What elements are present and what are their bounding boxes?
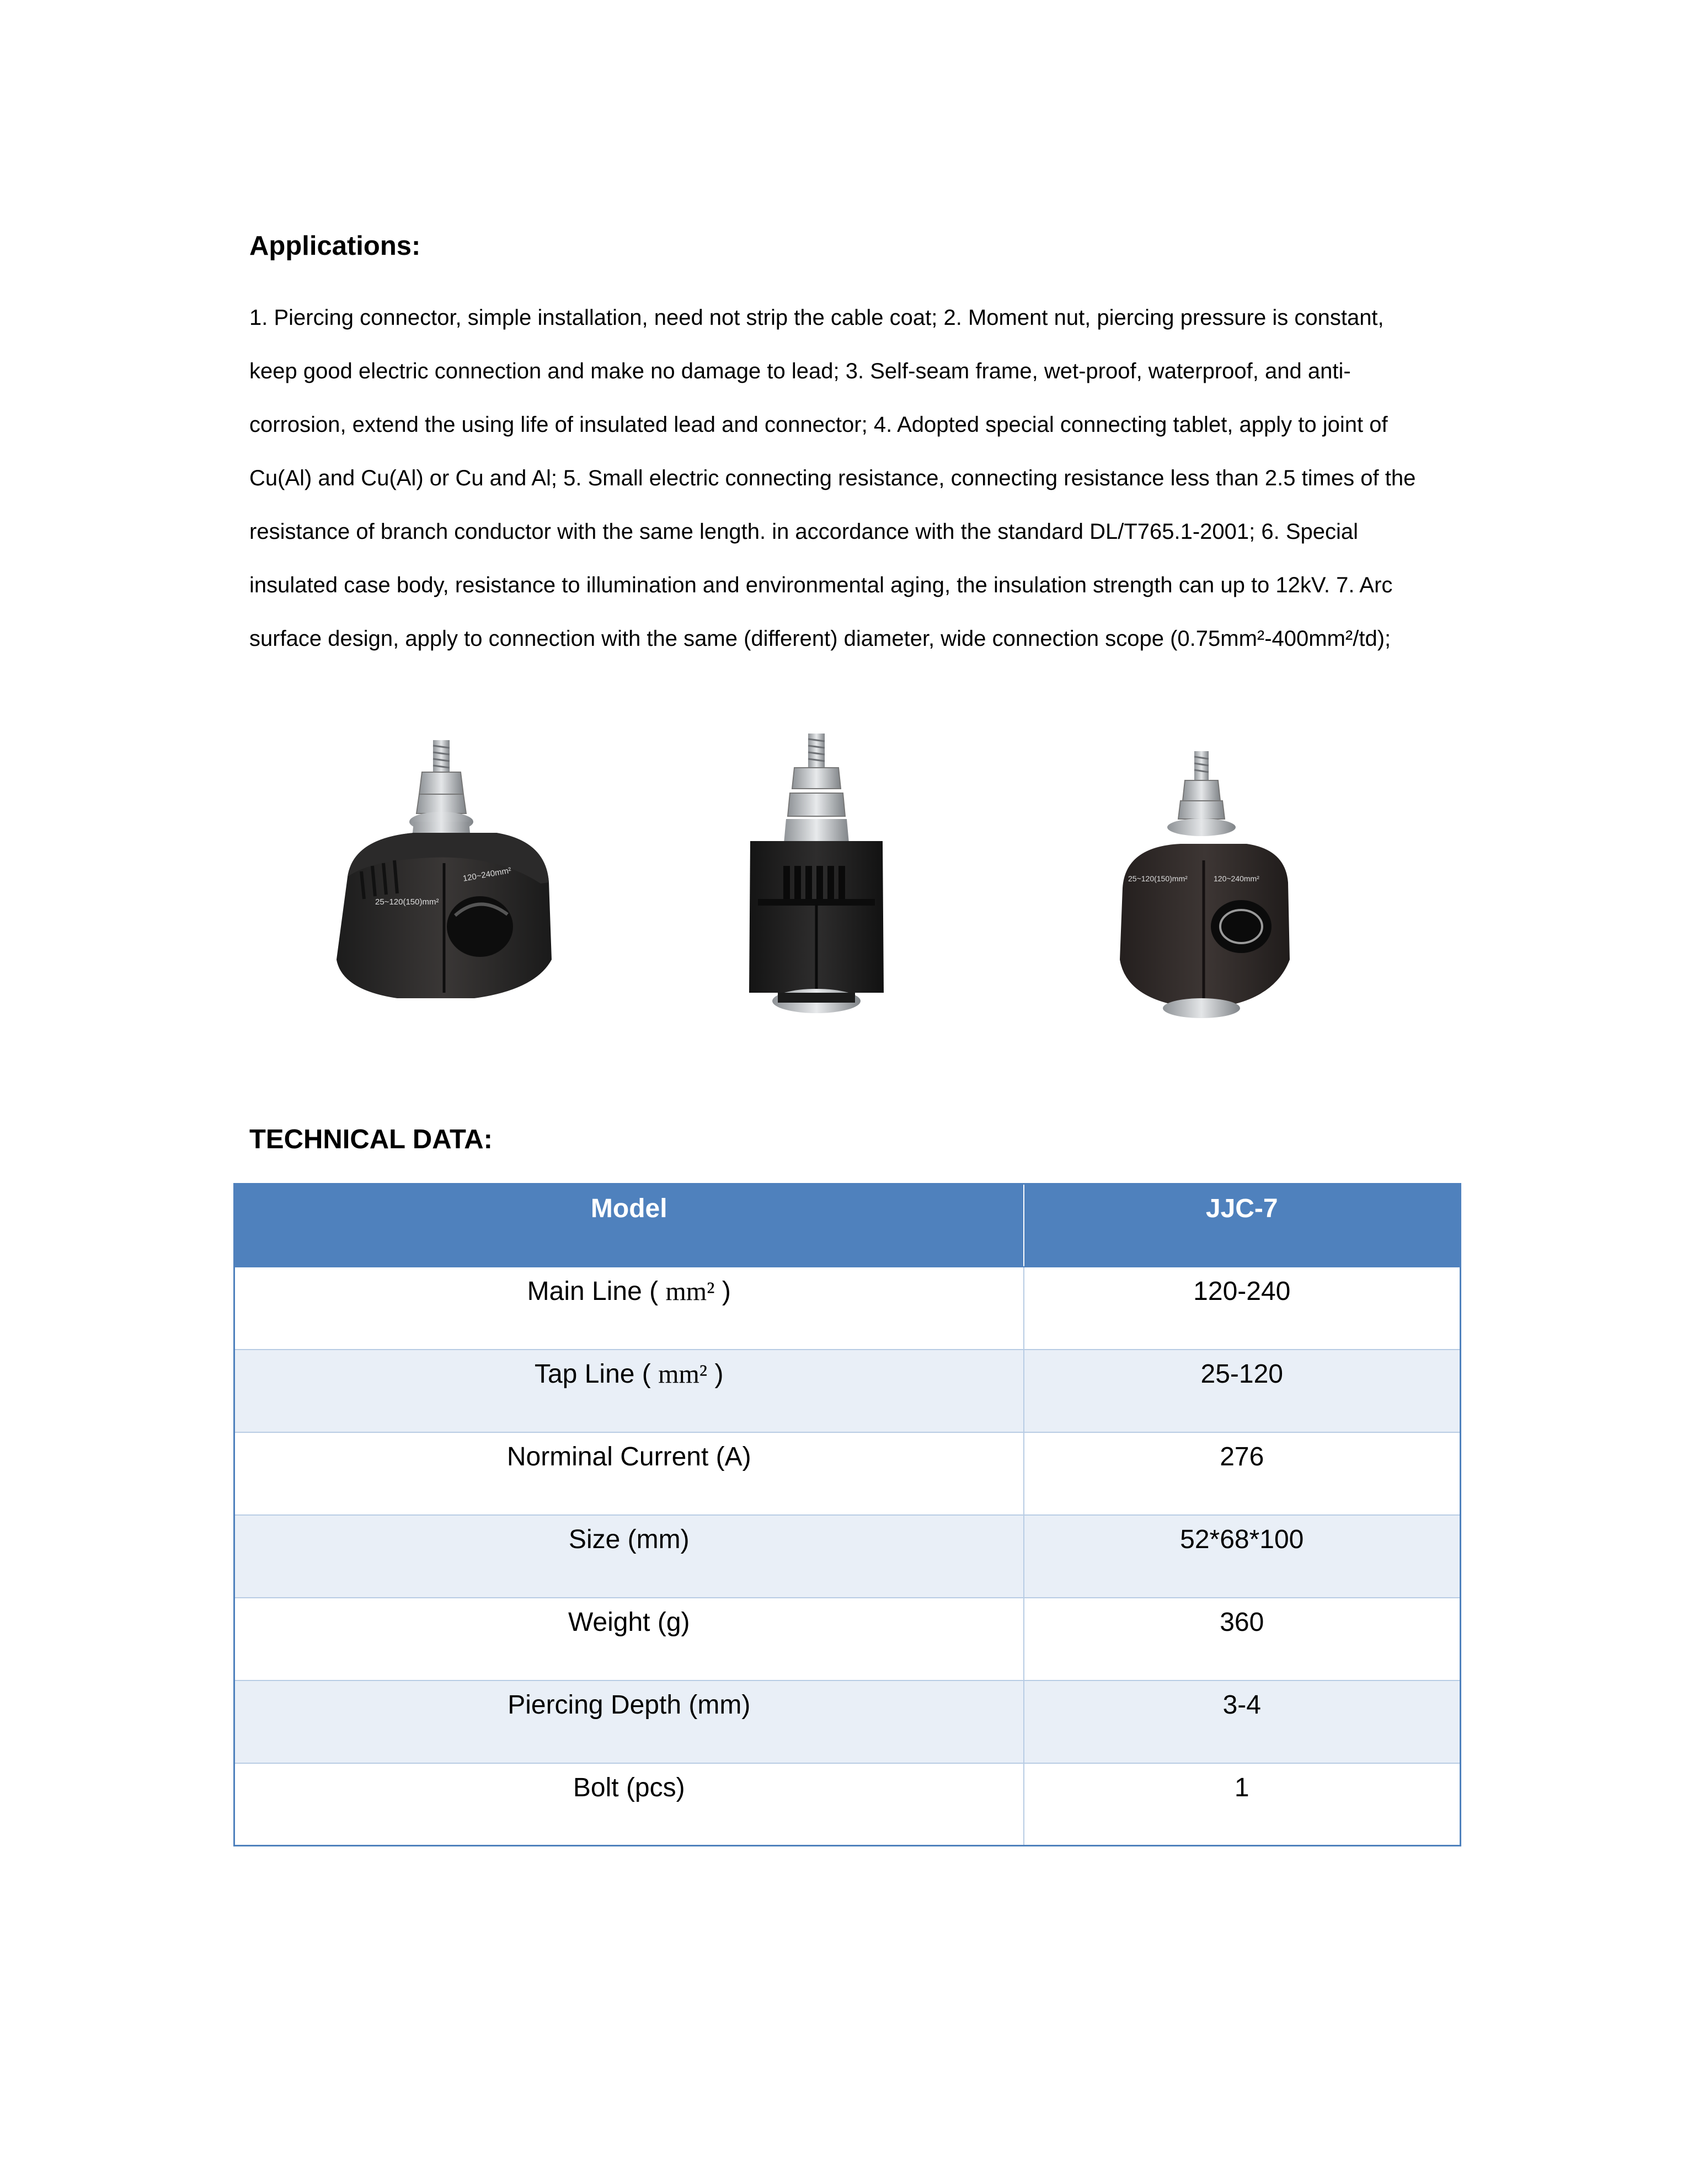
table-row: [234, 1267, 1461, 1350]
param-cell: Size (mm): [234, 1515, 1024, 1598]
value-cell: 3-4: [1024, 1680, 1461, 1763]
main-range-label: 120~240mm²: [462, 865, 512, 884]
value-cell: 25-120: [1024, 1350, 1461, 1432]
param-suffix: ): [714, 1276, 731, 1306]
param-label: Tap Line (: [534, 1359, 659, 1389]
header-model: Model: [234, 1184, 1024, 1267]
param-cell: Norminal Current (A): [234, 1432, 1024, 1515]
applications-line: insulated case body, resistance to illumination and environmental aging, the insulation strength can up to 12kV. 7. Arc: [249, 573, 1393, 597]
technical-data-heading: TECHNICAL DATA:: [249, 1125, 493, 1154]
table-header-row: [234, 1184, 1461, 1267]
applications-text: [249, 291, 1435, 666]
technical-data-table: [233, 1183, 1461, 1846]
table-row: [234, 1515, 1461, 1598]
table-row: [234, 1763, 1461, 1846]
tap-range-label: 25~120(150)mm²: [1128, 874, 1188, 883]
applications-line: resistance of branch conductor with the same length. in accordance with the standard DL/T765.1-2001; 6. Special: [249, 520, 1359, 544]
value-cell: 52*68*100: [1024, 1515, 1461, 1598]
value-cell: 360: [1024, 1598, 1461, 1680]
table-row: [234, 1350, 1461, 1432]
param-cell: [234, 1350, 1024, 1432]
value-cell: 1: [1024, 1763, 1461, 1846]
applications-heading: Applications:: [249, 231, 421, 261]
table-row: [234, 1598, 1461, 1680]
table-row: [234, 1680, 1461, 1763]
unit-label: mm²: [665, 1276, 715, 1306]
value-cell: 276: [1024, 1432, 1461, 1515]
applications-line: corrosion, extend the using life of insulated lead and connector; 4. Adopted special connecting tablet, apply to joint of: [249, 413, 1388, 437]
tap-range-label: 25~120(150)mm²: [375, 897, 439, 907]
param-cell: [234, 1267, 1024, 1350]
table-row: [234, 1432, 1461, 1515]
header-model-value: JJC-7: [1024, 1184, 1461, 1267]
param-suffix: ): [707, 1359, 724, 1389]
applications-line: 1. Piercing connector, simple installation, need not strip the cable coat; 2. Moment nut, piercing pressure is constant,: [249, 306, 1384, 330]
applications-line: keep good electric connection and make no damage to lead; 3. Self-seam frame, wet-proof, waterproof, and anti-: [249, 359, 1351, 383]
param-cell: Bolt (pcs): [234, 1763, 1024, 1846]
applications-line: Cu(Al) and Cu(Al) or Cu and Al; 5. Small electric connecting resistance, connecting resistance less than 2.5 times of the: [249, 466, 1416, 490]
param-cell: Piercing Depth (mm): [234, 1680, 1024, 1763]
param-label: Main Line (: [527, 1276, 666, 1306]
main-range-label: 120~240mm²: [1214, 874, 1259, 883]
value-cell: 120-240: [1024, 1267, 1461, 1350]
connector-photo-side: [739, 734, 894, 1037]
unit-label: mm²: [658, 1359, 708, 1389]
param-cell: Weight (g): [234, 1598, 1024, 1680]
connector-photo-front: [1109, 750, 1302, 1026]
connector-photo-angled: [331, 739, 563, 1026]
applications-line: surface design, apply to connection with the same (different) diameter, wide connection scope (0.75mm²-400mm²/td);: [249, 627, 1391, 651]
